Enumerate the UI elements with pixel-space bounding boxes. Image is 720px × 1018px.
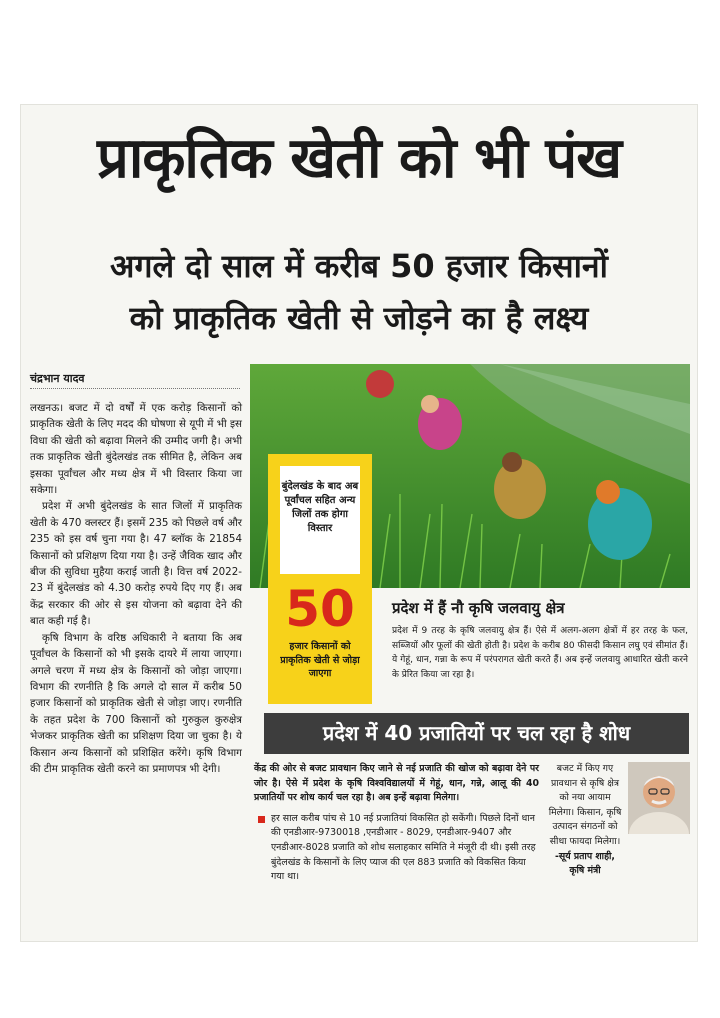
research-bullet <box>254 812 539 885</box>
quote-signature: -सूर्य प्रताप शाही, कृषि मंत्री <box>555 850 615 877</box>
subheadline: अगले दो साल में करीब 50 हजार किसानों को प्राकृतिक खेती से जोड़ने का है लक्ष्य <box>110 247 608 337</box>
body-paragraph-3: कृषि विभाग के वरिष्ठ अधिकारी ने बताया कि अब पूर्वांचल के किसानों को भी इसके दायरे में लाया जाएगा। अगले चरण में मध्य क्षेत्र के किसानों को जोड़ा जाएगा। विभाग की रणनीति है कि अगले दो साल में करीब 50 हजार किसानों को प्राकृतिक खेती से जोड़ा जाए। रणनीति के तहत प्रदेश के 700 किसानों को गुरुकुल कुरुक्षेत्र भेजकर प्राकृतिक खेती का प्रशिक्षण दिया जा चुका है। ये किसान अन्य किसानों को प्रशिक्षित करेंगे। कृषि विभाग की टीम प्राकृतिक खेती करने का प्रमाणपत्र भी देगी। <box>30 631 242 775</box>
byline: चंद्रभान यादव <box>30 372 85 385</box>
body-paragraph-2: प्रदेश में अभी बुंदेलखंड के सात जिलों में प्राकृतिक खेती के 470 क्लस्टर हैं। इसमें 235 को पिछले वर्ष और 235 को इस वर्ष चुना गया है। 47 ब्लॉक के 21854 किसानों को प्रशिक्षण दिया गया है। उन्हें जैविक खाद और बीज की सुविधा मुहैया कराई जाती है। वित्त वर्ष 2022-23 में बुंदेलखंड को 4.30 करोड़ रुपये दिए गए हैं। अब केंद्र सरकार की ओर से इस योजना को बढ़ावा देने की बात कही गई है। <box>30 500 242 628</box>
callout-number: 50 <box>285 580 355 638</box>
zones-text: प्रदेश में 9 तरह के कृषि जलवायु क्षेत्र हैं। ऐसे में अलग-अलग क्षेत्रों में हर तरह के फल, सब्जियों और फूलों की खेती होती है। प्रदेश के करीब 80 फीसदी किसान लघु एवं सीमांत हैं। ये गेहूं, धान, गन्ना के रूप में परंपरागत खेती करते हैं। अब इन्हें जलवायु आधारित खेती करने के प्रेरित किया जा रहा है। <box>392 626 688 680</box>
quote-text: बजट में किए गए प्रावधान से कृषि क्षेत्र को नया आयाम मिलेगा। किसान, कृषि उत्पादन संगठनों को सीधा फायदा मिलेगा। <box>548 763 622 847</box>
research-bullet-text: हर साल करीब पांच से 10 नई प्रजातियां विकसित हो सकेंगी। पिछले दिनों धान की एनडीआर-9730018 ,एनडीआर - 8029, एनडीआर-9407 और एनडीआर-8028 प्रजाति को शोध सलाहकार समिति ने मंजूरी दी थी। इसी तरह बुंदेलखंड के किसानों के लिए प्याज की एल 883 प्रजाति को विकसित किया गया था। <box>271 812 536 883</box>
portrait-illustration <box>628 762 690 834</box>
research-banner: प्रदेश में 40 प्रजातियों पर चल रहा है शोध <box>264 713 689 754</box>
research-section <box>254 762 539 885</box>
headline: प्राकृतिक खेती को भी पंख <box>96 126 622 191</box>
article-body <box>30 400 242 777</box>
bullet-square-icon <box>258 816 265 823</box>
callout-box <box>268 454 372 704</box>
minister-portrait <box>628 762 690 834</box>
zones-heading: प्रदेश में हैं नौ कृषि जलवायु क्षेत्र <box>392 599 565 617</box>
minister-quote <box>546 762 624 879</box>
byline-divider <box>30 388 240 389</box>
callout-bottom-text: हजार किसानों को प्राकृतिक खेती से जोड़ा जाएगा <box>280 641 360 679</box>
research-lead: केंद्र की ओर से बजट प्रावधान किए जाने से नई प्रजाति की खोज को बढ़ावा देने पर जोर है। ऐसे में प्रदेश के कृषि विश्वविद्यालयों में गेहूं, धान, गन्ने, आलू की 40 प्रजातियों पर शोध कार्य चल रहा है। अब इन्हें बढ़ावा मिलेगा। <box>254 763 539 804</box>
body-paragraph-1: लखनऊ। बजट में दो वर्षों में एक करोड़ किसानों को प्राकृतिक खेती के लिए मदद की घोषणा से यूपी में भी इस विधा की खेती को बढ़ावा मिलने की उम्मीद जगी है। अभी तक प्राकृतिक खेती बुंदेलखंड तक सीमित है, लेकिन अब इसका पूर्वांचल और मध्य क्षेत्र में भी विस्तार किया जा सकेगा। <box>30 402 242 497</box>
callout-top-text: बुंदेलखंड के बाद अब पूर्वांचल सहित अन्य जिलों तक होगा विस्तार <box>280 466 360 574</box>
